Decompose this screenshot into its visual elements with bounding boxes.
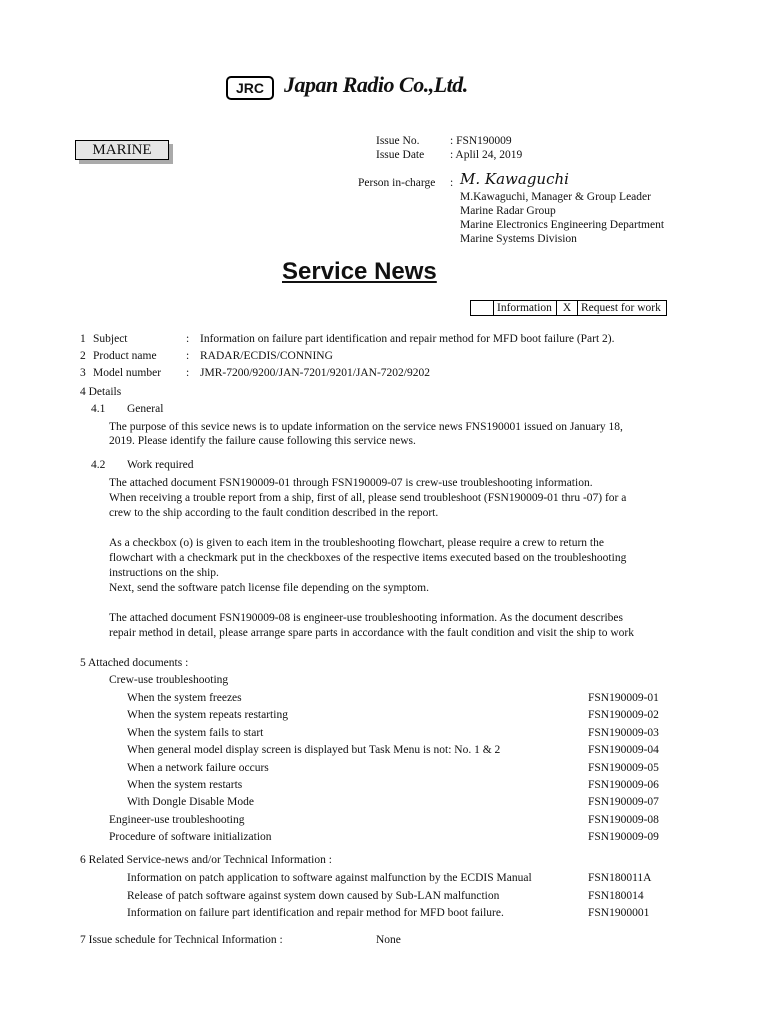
person-sep: :	[450, 177, 454, 189]
item-label: Product name	[93, 350, 157, 362]
info-label: Information	[494, 301, 557, 316]
person-line: Marine Radar Group	[460, 205, 556, 217]
general-label: General	[127, 403, 164, 415]
related-item: Information on patch application to software against malfunction by the ECDIS Manual	[127, 872, 532, 884]
attached-item: Procedure of software initialization	[109, 831, 272, 844]
schedule-value: None	[376, 934, 401, 946]
item-number: 1	[80, 333, 86, 345]
item-value: JMR-7200/9200/JAN-7201/9201/JAN-7202/9202	[200, 367, 431, 379]
attached-code: FSN190009-03	[588, 726, 659, 739]
attached-item: When a network failure occurs	[127, 761, 269, 774]
issue-date-label: Issue Date	[376, 149, 425, 161]
attached-code: FSN190009-05	[588, 761, 659, 774]
page-title: Service News	[282, 258, 437, 285]
work-text-line: flowchart with a checkmark put in the checkboxes of the respective items executed based on the troubleshooting	[109, 552, 627, 564]
attached-code: FSN190009-06	[588, 779, 659, 791]
attached-code: FSN190009-07	[588, 796, 659, 809]
request-checkbox: X	[557, 301, 578, 316]
issue-date-value: : Aplil 24, 2019	[450, 149, 523, 161]
person-line: Marine Systems Division	[460, 233, 577, 245]
attached-code: FSN190009-08	[588, 813, 659, 826]
attached-code: FSN190009-01	[588, 692, 659, 704]
work-text-line: When receiving a trouble report from a ship, first of all, please send troubleshoot (FSN190009-01 thru -07) for a	[109, 492, 627, 504]
related-item: Information on failure part identification and repair method for MFD boot failure.	[127, 907, 504, 919]
attached-code: FSN190009-04	[588, 744, 659, 757]
attached-heading: 5 Attached documents :	[80, 657, 189, 669]
notice-type-box	[470, 300, 667, 316]
related-code: FSN180011A	[588, 872, 652, 884]
attached-item: When the system fails to start	[127, 726, 264, 739]
issue-no-label: Issue No.	[376, 135, 420, 147]
work-text-line: crew to the ship according to the fault condition described in the report.	[109, 507, 439, 519]
work-text-line: instructions on the ship.	[109, 567, 219, 579]
general-text-line: 2019. Please identify the failure cause following this service news.	[109, 435, 416, 447]
item-number: 3	[80, 367, 86, 379]
details-heading: 4 Details	[80, 386, 122, 398]
work-label: Work required	[127, 459, 194, 471]
work-text-line: repair method in detail, please arrange spare parts in accordance with the fault condition and visit the ship to work	[109, 627, 634, 639]
item-number: 2	[80, 350, 86, 362]
work-text-line: As a checkbox (o) is given to each item in the troubleshooting flowchart, please require a crew to return the	[109, 537, 604, 549]
info-checkbox	[471, 301, 494, 316]
item-value: RADAR/ECDIS/CONNING	[200, 350, 333, 362]
related-code: FSN1900001	[588, 907, 650, 919]
attached-item: Engineer-use troubleshooting	[109, 813, 245, 826]
attached-code: FSN190009-02	[588, 709, 659, 722]
attached-code: FSN190009-09	[588, 831, 659, 844]
person-label: Person in-charge	[358, 177, 436, 189]
crew-heading: Crew-use troubleshooting	[109, 674, 229, 686]
attached-item: With Dongle Disable Mode	[127, 796, 254, 809]
general-text-line: The purpose of this sevice news is to update information on the service news FNS190001 issued on January 18,	[109, 421, 623, 433]
issue-no-value: : FSN190009	[450, 135, 512, 147]
work-text-line: The attached document FSN190009-01 through FSN190009-07 is crew-use troubleshooting information.	[109, 477, 593, 489]
work-text-line: The attached document FSN190009-08 is engineer-use troubleshooting information. As the document describes	[109, 612, 623, 624]
attached-item: When the system freezes	[127, 692, 242, 704]
related-heading: 6 Related Service-news and/or Technical Information :	[80, 854, 332, 866]
schedule-label: 7 Issue schedule for Technical Information :	[80, 934, 283, 946]
company-name: Japan Radio Co.,Ltd.	[284, 72, 468, 97]
attached-item: When the system restarts	[127, 779, 243, 791]
item-label: Model number	[93, 367, 162, 379]
item-sep: :	[186, 367, 190, 379]
item-sep: :	[186, 350, 190, 362]
work-text-line: Next, send the software patch license file depending on the symptom.	[109, 582, 429, 594]
related-item: Release of patch software against system down caused by Sub-LAN malfunction	[127, 889, 500, 902]
jrc-logo: JRC	[226, 76, 274, 100]
attached-item: When general model display screen is displayed but Task Menu is not: No. 1 & 2	[127, 744, 501, 757]
request-label: Request for work	[578, 301, 667, 316]
attached-item: When the system repeats restarting	[127, 709, 288, 722]
item-label: Subject	[93, 333, 128, 345]
item-value: Information on failure part identification and repair method for MFD boot failure (Part 2).	[200, 333, 615, 345]
person-line: M.Kawaguchi, Manager & Group Leader	[460, 191, 651, 203]
general-number: 4.1	[91, 403, 106, 415]
item-sep: :	[186, 333, 190, 345]
work-number: 4.2	[91, 459, 106, 471]
marine-badge: MARINE	[75, 140, 169, 160]
signature: M. Kawaguchi	[460, 170, 569, 188]
person-line: Marine Electronics Engineering Department	[460, 219, 665, 231]
related-code: FSN180014	[588, 889, 644, 902]
